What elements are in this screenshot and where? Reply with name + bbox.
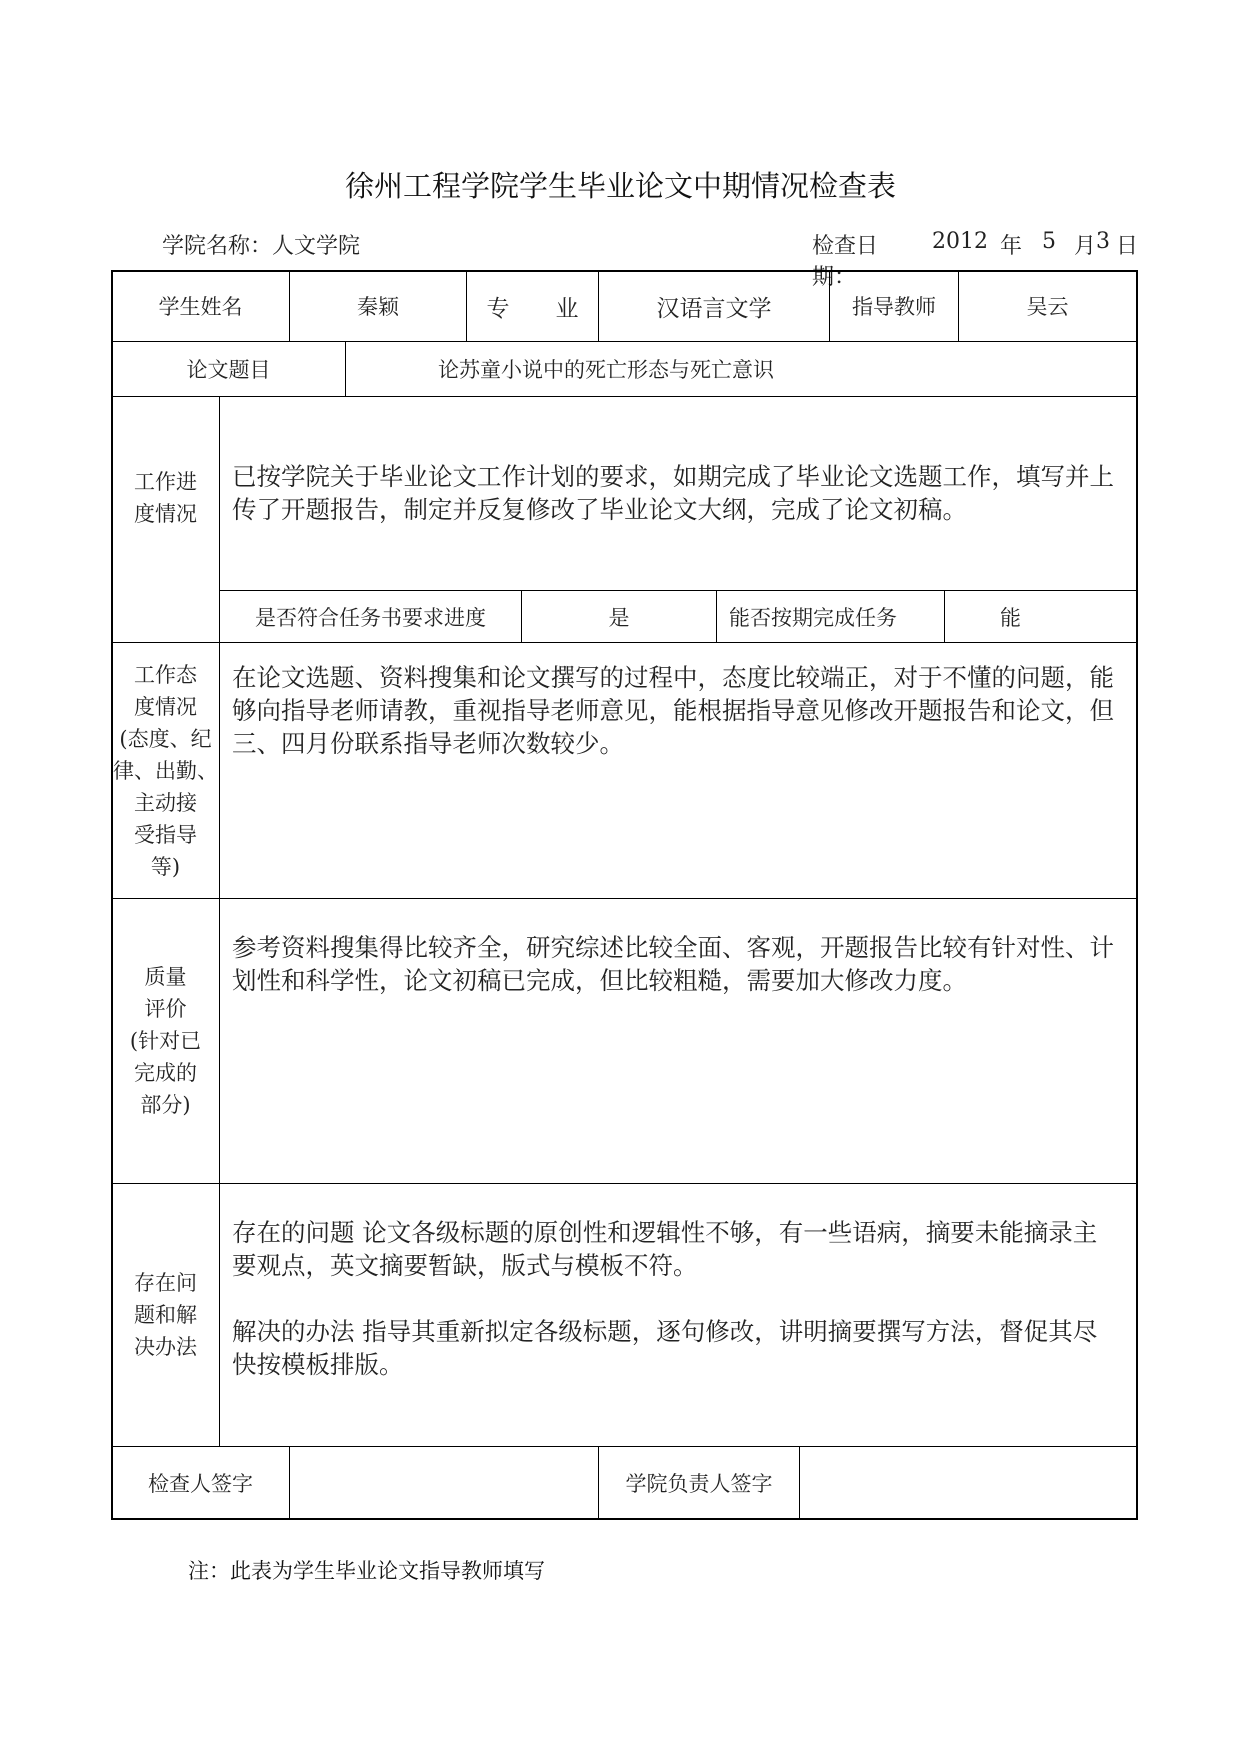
- day-unit: 日: [1115, 234, 1138, 259]
- on-time-value: 能: [944, 590, 1137, 643]
- text-line: 在论文选题、资料搜集和论文撰写的过程中，态度比较端正，对于不懂的问题，能: [232, 663, 1114, 692]
- advisor-value: 吴云: [958, 270, 1137, 342]
- quality-content: [219, 898, 1137, 1184]
- date-year: 2012: [931, 229, 988, 254]
- attitude-content: [219, 642, 1137, 899]
- label-line: 题和解: [134, 1303, 197, 1327]
- label-line: 决办法: [134, 1335, 197, 1359]
- label-line: 部分): [140, 1093, 191, 1117]
- year-unit: 年: [999, 234, 1022, 259]
- advisor-label: 指导教师: [829, 270, 959, 342]
- text-line: 参考资料搜集得比较齐全，研究综述比较全面、客观，开题报告比较有针对性、计: [232, 933, 1114, 962]
- label-line: 度情况: [134, 501, 197, 526]
- label-line: 质量: [144, 965, 187, 989]
- checker-signature-field[interactable]: [289, 1446, 599, 1519]
- date-day: 3: [1095, 229, 1110, 254]
- text-line: 传了开题报告，制定并反复修改了毕业论文大纲，完成了论文初稿。: [232, 495, 967, 524]
- label-line: 主动接: [134, 790, 197, 815]
- text-line: 存在的问题 论文各级标题的原创性和逻辑性不够，有一些语病，摘要未能摘录主: [232, 1218, 1098, 1247]
- problems-content: [219, 1183, 1137, 1447]
- label-line: 受指导: [134, 822, 197, 847]
- college-name: 学院名称：人文学院: [162, 234, 361, 259]
- attitude-label: [111, 642, 220, 899]
- problems-label: [111, 1183, 220, 1447]
- major-label: 专 业: [466, 270, 599, 342]
- student-name-value: 秦颖: [289, 270, 467, 342]
- label-line: (态度、纪: [119, 726, 212, 751]
- thesis-title-label: 论文题目: [111, 341, 346, 397]
- text-line: 解决的办法 指导其重新拟定各级标题，逐句修改，讲明摘要撰写方法，督促其尽: [232, 1317, 1098, 1346]
- label-line: 度情况: [134, 694, 197, 719]
- text-line: 划性和科学性，论文初稿已完成，但比较粗糙，需要加大修改力度。: [232, 966, 967, 995]
- label-line: (针对已: [129, 1029, 202, 1053]
- progress-label: [111, 396, 220, 643]
- label-line: 存在问: [134, 1271, 197, 1295]
- label-line: 工作态: [134, 662, 197, 687]
- text-line: 够向指导老师请教，重视指导老师意见，能根据指导意见修改开题报告和论文，但: [232, 696, 1114, 725]
- label-line: 律、出勤、: [113, 758, 218, 783]
- text-line: 三、四月份联系指导老师次数较少。: [232, 729, 624, 758]
- thesis-title-value: 论苏童小说中的死亡形态与死亡意识: [345, 341, 1137, 397]
- college-head-signature-field[interactable]: [799, 1446, 1137, 1519]
- meets-requirement-value: 是: [521, 590, 717, 643]
- page-title: 徐州工程学院学生毕业论文中期情况检查表: [344, 169, 896, 203]
- text-line: 已按学院关于毕业论文工作计划的要求，如期完成了毕业论文选题工作，填写并上: [232, 462, 1114, 491]
- text-line: 快按模板排版。: [232, 1350, 404, 1379]
- student-name-label: 学生姓名: [111, 270, 290, 342]
- footnote: 注：此表为学生毕业论文指导教师填写: [188, 1559, 545, 1583]
- month-unit: 月: [1073, 234, 1096, 259]
- label-line: 工作进: [134, 469, 197, 494]
- major-value: 汉语言文学: [598, 270, 830, 342]
- on-time-label: 能否按期完成任务: [716, 590, 945, 643]
- label-line: 等): [150, 854, 181, 879]
- meets-requirement-label: 是否符合任务书要求进度: [219, 590, 522, 643]
- label-line: 评价: [144, 997, 187, 1021]
- college-head-signature-label: 学院负责人签字: [598, 1446, 800, 1519]
- date-month: 5: [1041, 229, 1056, 254]
- progress-content: [219, 396, 1137, 591]
- label-line: 完成的: [134, 1061, 197, 1085]
- text-line: 要观点，英文摘要暂缺，版式与模板不符。: [232, 1251, 698, 1280]
- checker-signature-label: 检查人签字: [111, 1446, 290, 1519]
- date-label: 检查日期：: [812, 234, 879, 290]
- quality-label: [111, 898, 220, 1184]
